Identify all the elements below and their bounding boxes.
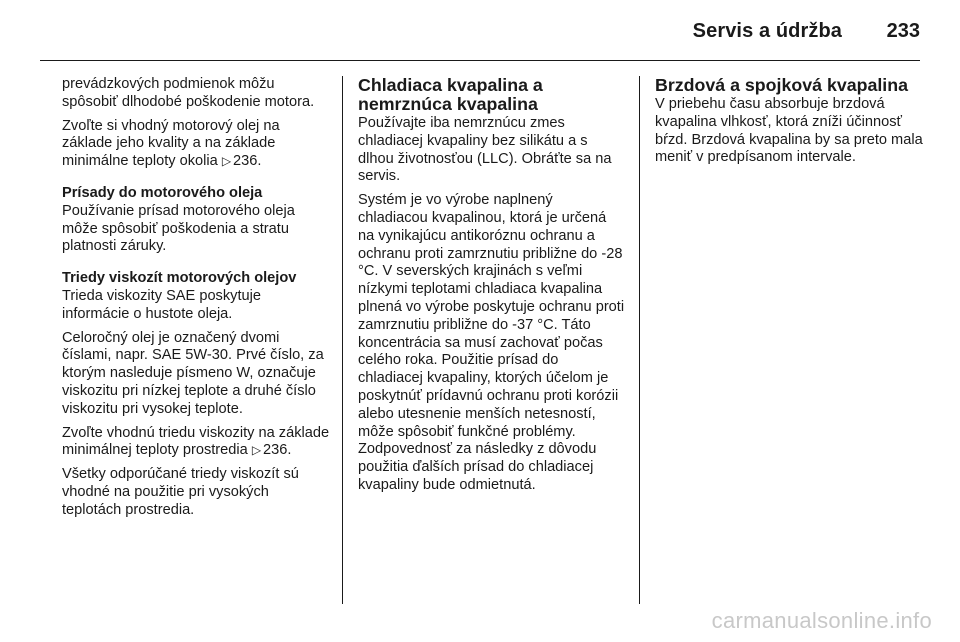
page-header [0, 0, 960, 62]
column-engine-oil [62, 76, 330, 526]
watermark: carmanualsonline.info [711, 608, 932, 633]
header-divider [40, 60, 920, 61]
paragraph: Celoročný olej je označený dvomi číslami, napr. SAE 5W-30. Prvé číslo, za ktorým nasleduje písmeno W, označuje viskozitu pri nízkej teplote a druhé číslo viskozitu pri vysokej teplote. [62, 329, 324, 417]
page-number: 233 [886, 20, 920, 42]
page-reference[interactable]: 236. [233, 153, 262, 170]
paragraph: Zvoľte vhodnú triedu viskozity na základe minimálnej teploty prostredia ▷ 236. [62, 424, 330, 459]
paragraph: Používajte iba nemrznúcu zmes chladiacej kvapaliny bez silikátu a s dlhou životnosťou (LLC). Obráťte sa na servis. [358, 115, 612, 185]
heading-coolant: Chladiaca kvapalina a nemrznúca kvapalina [358, 75, 543, 114]
page-reference-arrow-icon: ▷ [251, 443, 262, 458]
heading-brake-fluid: Brzdová a spojková kvapalina [655, 75, 908, 95]
column-divider [639, 76, 640, 604]
column-brake-fluid [655, 76, 923, 173]
paragraph: prevádzkových podmienok môžu spôsobiť dlhodobé poškodenie motora. [62, 76, 315, 110]
page-reference-arrow-icon: ▷ [221, 154, 232, 169]
paragraph: Všetky odporúčané triedy viskozít sú vhodné na použitie pri vysokých teplotách prostredia. [62, 466, 299, 518]
paragraph: Trieda viskozity SAE poskytuje informácie o hustote oleja. [62, 287, 261, 322]
paragraph: V priebehu času absorbuje brzdová kvapalina vlhkosť, ktorá zníži účinnosť bŕzd. Brzdová kvapalina by sa preto mala meniť v predpísanom intervale. [655, 96, 923, 166]
page-reference[interactable]: 236. [263, 442, 292, 459]
section-title: Servis a údržba [692, 20, 842, 42]
subheading-additives: Prísady do motorového oleja [62, 184, 263, 201]
column-divider [342, 76, 343, 604]
column-coolant [358, 76, 626, 501]
paragraph: Zvoľte si vhodný motorový olej na základe jeho kvality a na základe minimálne teploty okolia ▷ 236. [62, 117, 280, 170]
paragraph: Používanie prísad motorového oleja môže spôsobiť poškodenia a stratu platnosti záruky. [62, 202, 295, 255]
subheading-viscosity: Triedy viskozít motorových olejov [62, 270, 297, 287]
paragraph: Systém je vo výrobe naplnený chladiacou kvapalinou, ktorá je určená na vynikajúcu antikoróznu ochranu a ochranu proti zamrznutiu približne do -28 °C. V severských krajinách s veľmi nízkymi teplotami chladiaca kvapalina plnená vo výrobe poskytuje ochranu proti zamrznutiu približne do -37 °C. Táto koncentrácia sa musí zachovať počas celého roka. Použitie prísad do chladiacej kvapaliny, ktorých účelom je poskytnúť prídavnú ochranu proti korózii alebo utesnenie menších netesností, môže spôsobiť funkčné problémy. Zodpovednosť za následky z dôvodu použitia ďalších prísad do chladiacej kvapaliny bude odmietnutá. [358, 192, 625, 493]
